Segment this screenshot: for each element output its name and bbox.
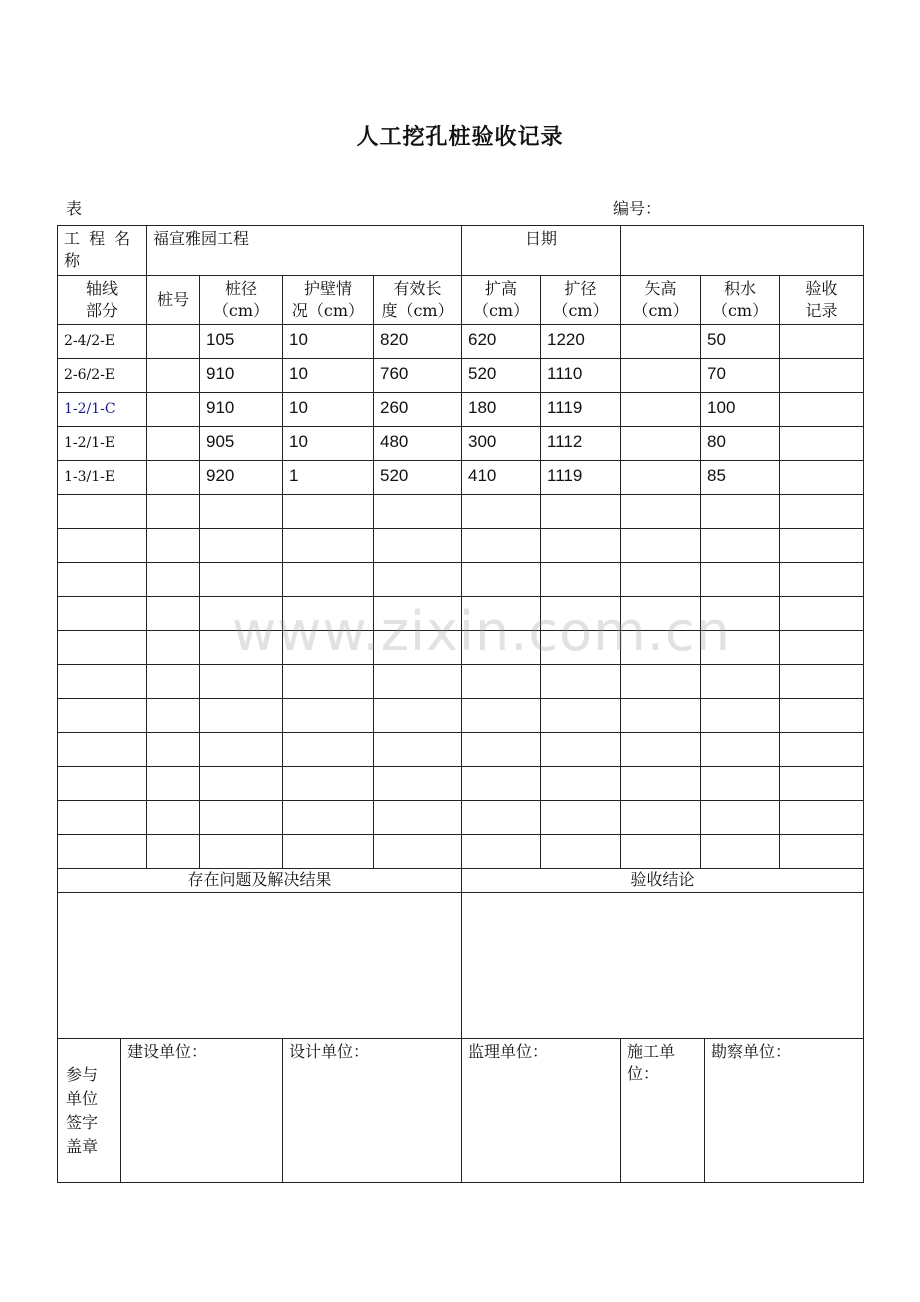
project-info-row [58,226,864,276]
cell-axis: 2-4/2-E [58,325,147,359]
empty-row [58,529,864,563]
table-row [58,359,864,393]
empty-row [58,665,864,699]
table-row [58,427,864,461]
col-length: 有效长 度（cm） [374,276,462,325]
cell-water: 85 [701,461,780,495]
cell-length: 520 [374,461,462,495]
cell-pile [147,359,200,393]
watermark: www.zixin.com.cn [232,600,731,663]
cell-wall: 10 [283,325,374,359]
empty-row [58,563,864,597]
cell-axis: 1-2/1-E [58,427,147,461]
table-label: 表 [66,199,83,218]
empty-row [58,495,864,529]
col-pile-no: 桩号 [147,276,200,325]
cell-axis: 1-2/1-C [58,393,147,427]
cell-expand-height: 300 [462,427,541,461]
col-axis: 轴线 部分 [58,276,147,325]
date-value [621,226,864,276]
cell-diameter: 920 [200,461,283,495]
cell-record [780,325,864,359]
signature-label: 参与 单位 签字 盖章 [58,1039,121,1183]
page-title: 人工挖孔桩验收记录 [356,125,564,150]
cell-expand-height: 180 [462,393,541,427]
col-arrow-height: 矢高 （cm） [621,276,701,325]
cell-length: 820 [374,325,462,359]
table-row [58,393,864,427]
cell-axis: 1-3/1-E [58,461,147,495]
cell-record [780,359,864,393]
cell-record [780,427,864,461]
col-wall: 护壁情 况（cm） [283,276,374,325]
col-diameter: 桩径 （cm） [200,276,283,325]
empty-row [58,631,864,665]
cell-record [780,461,864,495]
project-name: 福宣雅园工程 [147,226,462,276]
cell-arrow-height [621,461,701,495]
col-water: 积水 （cm） [701,276,780,325]
cell-pile [147,461,200,495]
col-expand-height: 扩高 （cm） [462,276,541,325]
cell-record [780,393,864,427]
cell-diameter: 910 [200,359,283,393]
cell-length: 760 [374,359,462,393]
cell-water: 50 [701,325,780,359]
empty-row [58,699,864,733]
sign-construction-unit: 建设单位： [121,1039,283,1183]
table-row [58,325,864,359]
cell-expand-diameter: 1112 [541,427,621,461]
cell-arrow-height [621,325,701,359]
conclusion-header: 验收结论 [462,869,864,893]
cell-expand-diameter: 1110 [541,359,621,393]
empty-row [58,733,864,767]
cell-pile [147,325,200,359]
column-header-row [58,276,864,325]
cell-length: 480 [374,427,462,461]
cell-wall: 10 [283,359,374,393]
sign-contractor-unit: 施工单位： [621,1039,705,1183]
cell-diameter: 105 [200,325,283,359]
cell-water: 70 [701,359,780,393]
cell-pile [147,393,200,427]
issues-header: 存在问题及解决结果 [58,869,462,893]
cell-arrow-height [621,393,701,427]
cell-expand-height: 520 [462,359,541,393]
cell-axis: 2-6/2-E [58,359,147,393]
col-expand-diameter: 扩径 （cm） [541,276,621,325]
cell-expand-diameter: 1119 [541,461,621,495]
issues-body [58,893,462,1039]
cell-wall: 10 [283,393,374,427]
col-record: 验收 记录 [780,276,864,325]
cell-water: 80 [701,427,780,461]
cell-diameter: 910 [200,393,283,427]
cell-wall: 1 [283,461,374,495]
sign-design-unit: 设计单位： [283,1039,462,1183]
cell-expand-height: 620 [462,325,541,359]
project-label: 工 程 名称 [58,226,147,276]
cell-water: 100 [701,393,780,427]
cell-wall: 10 [283,427,374,461]
section-body-row [58,893,864,1039]
empty-row [58,767,864,801]
section-header-row [58,869,864,893]
cell-arrow-height [621,359,701,393]
cell-arrow-height [621,427,701,461]
empty-row [58,801,864,835]
cell-pile [147,427,200,461]
number-label: 编号： [613,199,662,218]
empty-row [58,835,864,869]
signature-row [58,1039,864,1183]
date-label: 日期 [462,226,621,276]
table-row [58,461,864,495]
cell-expand-height: 410 [462,461,541,495]
inspection-table [57,225,864,1183]
sign-survey-unit: 勘察单位： [705,1039,864,1183]
conclusion-body [462,893,864,1039]
sign-supervision-unit: 监理单位： [462,1039,621,1183]
cell-expand-diameter: 1119 [541,393,621,427]
cell-length: 260 [374,393,462,427]
cell-diameter: 905 [200,427,283,461]
empty-row [58,597,864,631]
cell-expand-diameter: 1220 [541,325,621,359]
